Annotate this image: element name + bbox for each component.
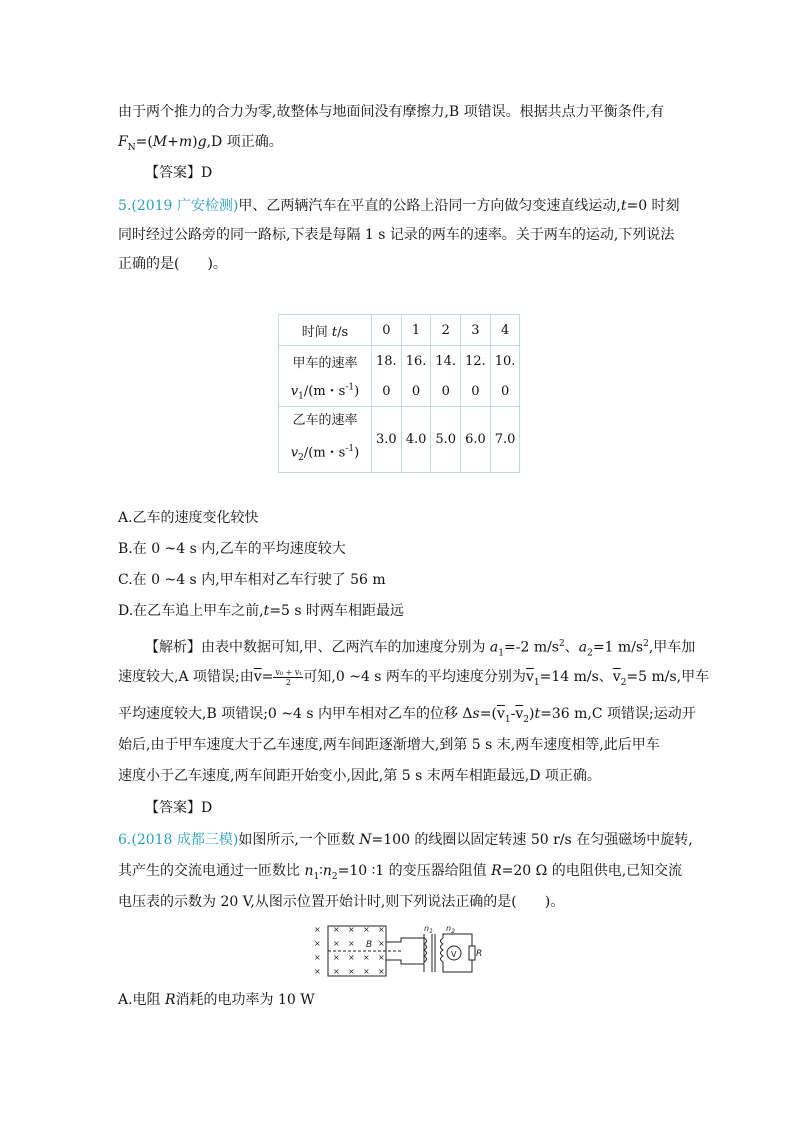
explanation-p5: 速度小于乙车速度,两车间距开始变小,因此,第 5 s 末两车相距最远,D 项正确。 xyxy=(118,768,601,784)
svg-text:×: × xyxy=(314,925,321,934)
field-label-b: B xyxy=(366,940,373,950)
time-cell: 0 xyxy=(372,315,402,346)
q6-source: (2018 成都三模) xyxy=(131,832,239,848)
option-b: B.在 0 ~4 s 内,乙车的平均速度较大 xyxy=(118,541,346,557)
answer-label: 【答案】D xyxy=(145,165,213,181)
time-header: 时间 t/s xyxy=(279,315,372,346)
svg-text:×: × xyxy=(378,939,385,948)
time-cell: 1 xyxy=(401,315,431,346)
explanation-p3: 平均速度较大,B 项错误;0 ~4 s 内甲车相对乙车的位移 $\Delta s=(\overline{v}_1-\overline{v}_2)t=36$ m,C 项错误;运动开 xyxy=(118,706,696,725)
q5-source: (2019 广安检测) xyxy=(131,198,239,214)
car2-cell: 7.0 xyxy=(490,407,520,473)
time-cell: 4 xyxy=(490,315,520,346)
q6-option-a: A.电阻 R消耗的电功率为 10 W xyxy=(118,992,315,1008)
option-d: D.在乙车追上甲车之前,t=5 s 时两车相距最远 xyxy=(118,603,405,619)
q5-stem-line-3: 正确的是( )。 xyxy=(118,256,227,272)
explanation-p1: 【解析】由表中数据可知,甲、乙两汽车的加速度分别为 $a_1=-2$ $m/s^2$、$a_2=1$ $m/s^2$,甲车加 xyxy=(145,639,696,659)
svg-text:×: × xyxy=(333,939,340,948)
q6-stem-line-1: 6.(2018 成都三模)如图所示,一个匝数 N=100 的线圈以固定转速 50 r/s 在匀强磁场中旋转, xyxy=(118,832,693,848)
q5-stem-line-2: 同时经过公路旁的同一路标,下表是每隔 1 s 记录的两车的速率。关于两车的运动,下列说法 xyxy=(118,227,675,243)
car2-cell: 4.0 xyxy=(401,407,431,473)
n1-label: $n_1$ xyxy=(424,924,433,935)
car1-cell: 0 xyxy=(461,376,491,407)
secondary-coil xyxy=(441,938,444,962)
svg-text:×: × xyxy=(363,967,370,976)
car1-cell: 16. xyxy=(401,346,431,377)
car2-label: 乙车的速率 $v_2/(m$・$s^{-1}$) xyxy=(279,407,372,473)
time-cell: 2 xyxy=(431,315,461,346)
table-row xyxy=(279,315,520,346)
car1-cell: 12. xyxy=(461,346,491,377)
svg-text:×: × xyxy=(314,967,321,976)
q6-stem-line-2: 其产生的交流电通过一匝数比 $n_1∶n_2=10$ ∶1 的变压器给阻值 R=20 Ω 的电阻供电,已知交流 xyxy=(118,863,683,882)
car1-cell: 0 xyxy=(372,376,402,407)
speed-table xyxy=(278,314,520,473)
primary-wire xyxy=(386,938,424,964)
svg-text:×: × xyxy=(314,953,321,962)
car2-cell: 3.0 xyxy=(372,407,402,473)
table-row xyxy=(279,376,520,407)
svg-text:×: × xyxy=(363,925,370,934)
fraction: $\frac{\text{v₀ + vₜ}}{2}$ xyxy=(275,667,302,687)
car1-cell: 14. xyxy=(431,346,461,377)
car2-cell: 5.0 xyxy=(431,407,461,473)
q5-stem-line-1: 5.(2019 广安检测)甲、乙两辆汽车在平直的公路上沿同一方向做匀变速直线运动,t=0 时刻 xyxy=(118,198,680,214)
car1-cell: 0 xyxy=(490,376,520,407)
car1-cell: 10. xyxy=(490,346,520,377)
svg-text:×: × xyxy=(333,925,340,934)
circuit-diagram xyxy=(306,922,506,984)
time-cell: 3 xyxy=(461,315,491,346)
car1-cell: 0 xyxy=(431,376,461,407)
svg-text:×: × xyxy=(314,939,321,948)
svg-text:×: × xyxy=(348,967,355,976)
answer-label: 【答案】D xyxy=(145,800,213,816)
svg-text:×: × xyxy=(363,953,370,962)
n2-label: $n_2$ xyxy=(446,924,455,935)
explanation-p2: 速度较大,A 项错误;由$\overline{v}=$ $\frac{\text{v₀ + vₜ}}{2}$ 可知,0 ~4 s 两车的平均速度分别为$\overline{v}_1=14$ m/s、$\overline{v}_2=5$ m/s,甲车 xyxy=(118,667,710,688)
svg-text:×: × xyxy=(333,953,340,962)
explanation-p4: 始后,由于甲车速度大于乙车速度,两车间距逐渐增大,到第 5 s 末,两车速度相等,此后甲车 xyxy=(118,737,660,753)
svg-text:×: × xyxy=(348,953,355,962)
svg-text:×: × xyxy=(378,967,385,976)
svg-text:×: × xyxy=(378,953,385,962)
resistor xyxy=(469,946,475,960)
svg-text:×: × xyxy=(348,939,355,948)
car1-cell: 18. xyxy=(372,346,402,377)
resistor-label: R xyxy=(476,949,483,959)
table-row xyxy=(279,346,520,377)
svg-text:×: × xyxy=(378,925,385,934)
svg-text:×: × xyxy=(348,925,355,934)
car1-unit: $v_1/(m$・$s^{-1}$) xyxy=(279,376,372,407)
svg-text:×: × xyxy=(333,967,340,976)
table-row xyxy=(279,407,520,473)
car2-cell: 6.0 xyxy=(461,407,491,473)
option-c: C.在 0 ~4 s 内,甲车相对乙车行驶了 56 m xyxy=(118,572,386,588)
voltmeter-label: V xyxy=(451,950,457,959)
q6-stem-line-3: 电压表的示数为 20 V,从图示位置开始计时,则下列说法正确的是( )。 xyxy=(118,894,565,910)
car1-cell: 0 xyxy=(401,376,431,407)
car1-label: 甲车的速率 xyxy=(279,346,372,377)
explanation-line-2: $F_N=(M+m)g,D$ 项正确。 xyxy=(118,134,283,153)
explanation-line-1: 由于两个推力的合力为零,故整体与地面间没有摩擦力,B 项错误。根据共点力平衡条件,有 xyxy=(118,104,665,120)
option-a: A.乙车的速度变化较快 xyxy=(118,510,259,526)
